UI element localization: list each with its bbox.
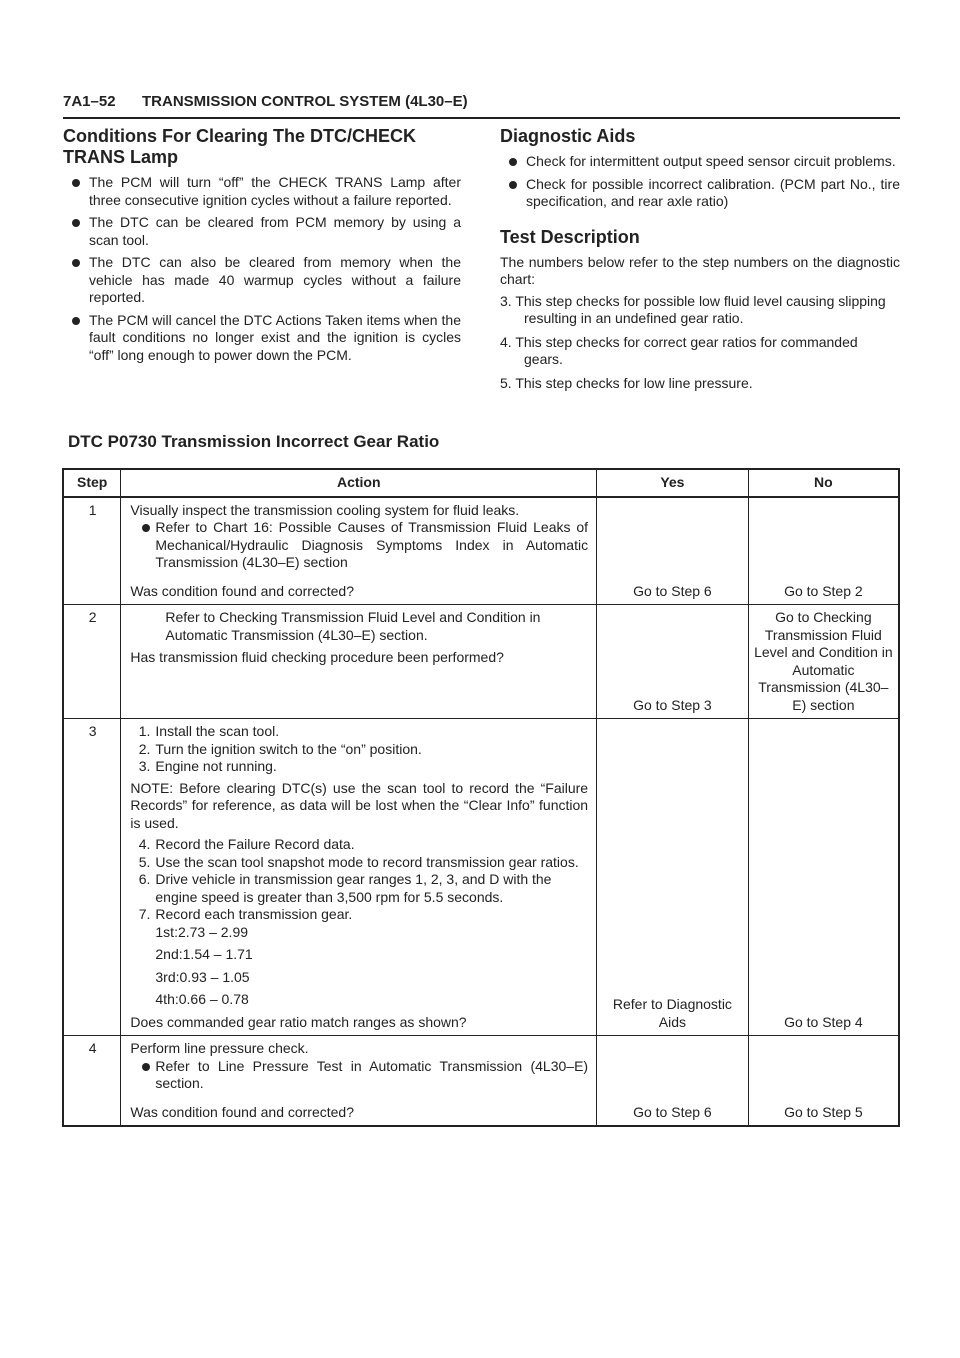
page-header [63, 91, 900, 119]
left-column [63, 126, 461, 369]
table-row [63, 605, 899, 719]
no-cell: Go to Step 5 [748, 1036, 899, 1127]
yes-cell: Go to Step 6 [597, 497, 749, 605]
column-header-no: No [748, 469, 899, 497]
bullet-icon [142, 524, 150, 532]
action-cell [121, 719, 597, 1036]
no-cell: Go to Step 4 [748, 719, 899, 1036]
gear-range: 4th:0.66 – 0.78 [155, 991, 249, 1007]
gear-ranges [130, 924, 588, 1009]
column-header-yes: Yes [597, 469, 749, 497]
list-item: 4. Record the Failure Record data. [138, 836, 355, 852]
bullet-icon [72, 219, 80, 227]
test-step: 3. This step checks for possible low fluid level causing slipping resulting in an undefined gear ratio. [500, 292, 886, 326]
list-item: The DTC can also be cleared from memory when the vehicle has made 40 warmup cycles without a failure reported. [63, 254, 461, 307]
list-item: The PCM will turn “off” the CHECK TRANS Lamp after three consecutive ignition cycles without a failure reported. [63, 174, 461, 209]
table-row [63, 497, 899, 605]
question-text: Was condition found and corrected? [130, 582, 355, 599]
clearing-list [63, 174, 461, 364]
question-text: Was condition found and corrected? [130, 1103, 355, 1120]
list-item: 3. Engine not running. [138, 758, 277, 774]
note-text: NOTE: Before clearing DTC(s) use the scan tool to record the “Failure Records” for reference, as data will be lost when the “Clear Info” function is used. [130, 779, 589, 831]
test-intro: The numbers below refer to the step numbers on the diagnostic chart: [500, 253, 900, 287]
bullet-icon [509, 158, 517, 166]
action-text: Refer to Checking Transmission Fluid Level and Condition in Automatic Transmission (4L30–E) section. [165, 609, 541, 643]
test-step: 4. This step checks for correct gear ratios for commanded gears. [500, 333, 858, 367]
action-cell [121, 1036, 597, 1127]
yes-cell: Refer to Diagnostic Aids [597, 719, 749, 1036]
test-description-heading: Test Description [500, 226, 640, 247]
step-number: 1 [63, 497, 121, 605]
question-text: Has transmission fluid checking procedure been performed? [130, 649, 504, 665]
numbered-list [130, 836, 588, 924]
no-cell: Go to Step 2 [748, 497, 899, 605]
gear-range: 2nd:1.54 – 1.71 [155, 946, 253, 962]
table-header-row [63, 469, 899, 497]
list-item: 6. Drive vehicle in transmission gear ranges 1, 2, 3, and D with the engine speed is greater than 3,500 rpm for 5.5 seconds. [138, 871, 552, 905]
list-item: 5. Use the scan tool snapshot mode to record transmission gear ratios. [138, 853, 579, 870]
diagnostic-aids-list [500, 153, 900, 211]
column-header-step: Step [63, 469, 121, 497]
question-text: Does commanded gear ratio match ranges as shown? [130, 1013, 467, 1030]
action-text: Visually inspect the transmission cooling system for fluid leaks. [130, 501, 520, 518]
step-number: 4 [63, 1036, 121, 1127]
list-item: Check for possible incorrect calibration. (PCM part No., tire specification, and rear axle ratio) [500, 176, 900, 211]
action-bullet: Refer to Line Pressure Test in Automatic Transmission (4L30–E) section. [130, 1058, 588, 1093]
list-item: The DTC can be cleared from PCM memory by using a scan tool. [63, 214, 461, 249]
gear-range: 3rd:0.93 – 1.05 [155, 968, 250, 985]
list-item: 7. Record each transmission gear. [138, 906, 353, 922]
right-column [500, 126, 900, 398]
bullet-icon [142, 1063, 150, 1071]
step-number: 3 [63, 719, 121, 1036]
list-item: The PCM will cancel the DTC Actions Taken items when the fault conditions no longer exist and the ignition is cycles “off” long enough to power down the PCM. [63, 312, 461, 365]
table-row [63, 1036, 899, 1127]
bullet-icon [72, 317, 80, 325]
action-cell [121, 497, 597, 605]
list-item: 2. Turn the ignition switch to the “on” position. [138, 740, 422, 757]
action-text: Perform line pressure check. [130, 1040, 309, 1056]
diagnostic-table [62, 468, 900, 1127]
numbered-list [130, 723, 588, 776]
clearing-heading: Conditions For Clearing The DTC/CHECK TRANS Lamp [63, 126, 416, 167]
page-number: 7A1–52 [63, 93, 116, 110]
header-title: TRANSMISSION CONTROL SYSTEM (4L30–E) [142, 93, 468, 110]
action-cell [121, 605, 597, 719]
yes-cell: Go to Step 6 [597, 1036, 749, 1127]
table-title: DTC P0730 Transmission Incorrect Gear Ratio [68, 432, 440, 451]
step-number: 2 [63, 605, 121, 719]
test-step: 5. This step checks for low line pressure. [500, 374, 753, 391]
column-header-action: Action [121, 469, 597, 497]
gear-range: 1st:2.73 – 2.99 [155, 923, 249, 940]
table-row [63, 719, 899, 1036]
diagnostic-aids-heading: Diagnostic Aids [500, 126, 636, 146]
list-item: 1. Install the scan tool. [138, 723, 280, 739]
no-cell: Go to Checking Transmission Fluid Level and Condition in Automatic Transmission (4L30–E) section [748, 605, 899, 719]
yes-cell: Go to Step 3 [597, 605, 749, 719]
bullet-icon [72, 179, 80, 187]
action-bullet: Refer to Chart 16: Possible Causes of Transmission Fluid Leaks of Mechanical/Hydraulic Diagnosis Symptoms Index in Automatic Transmission (4L30–E) section [130, 519, 588, 572]
list-item: Check for intermittent output speed sensor circuit problems. [500, 153, 900, 171]
bullet-icon [509, 181, 517, 189]
bullet-icon [72, 259, 80, 267]
